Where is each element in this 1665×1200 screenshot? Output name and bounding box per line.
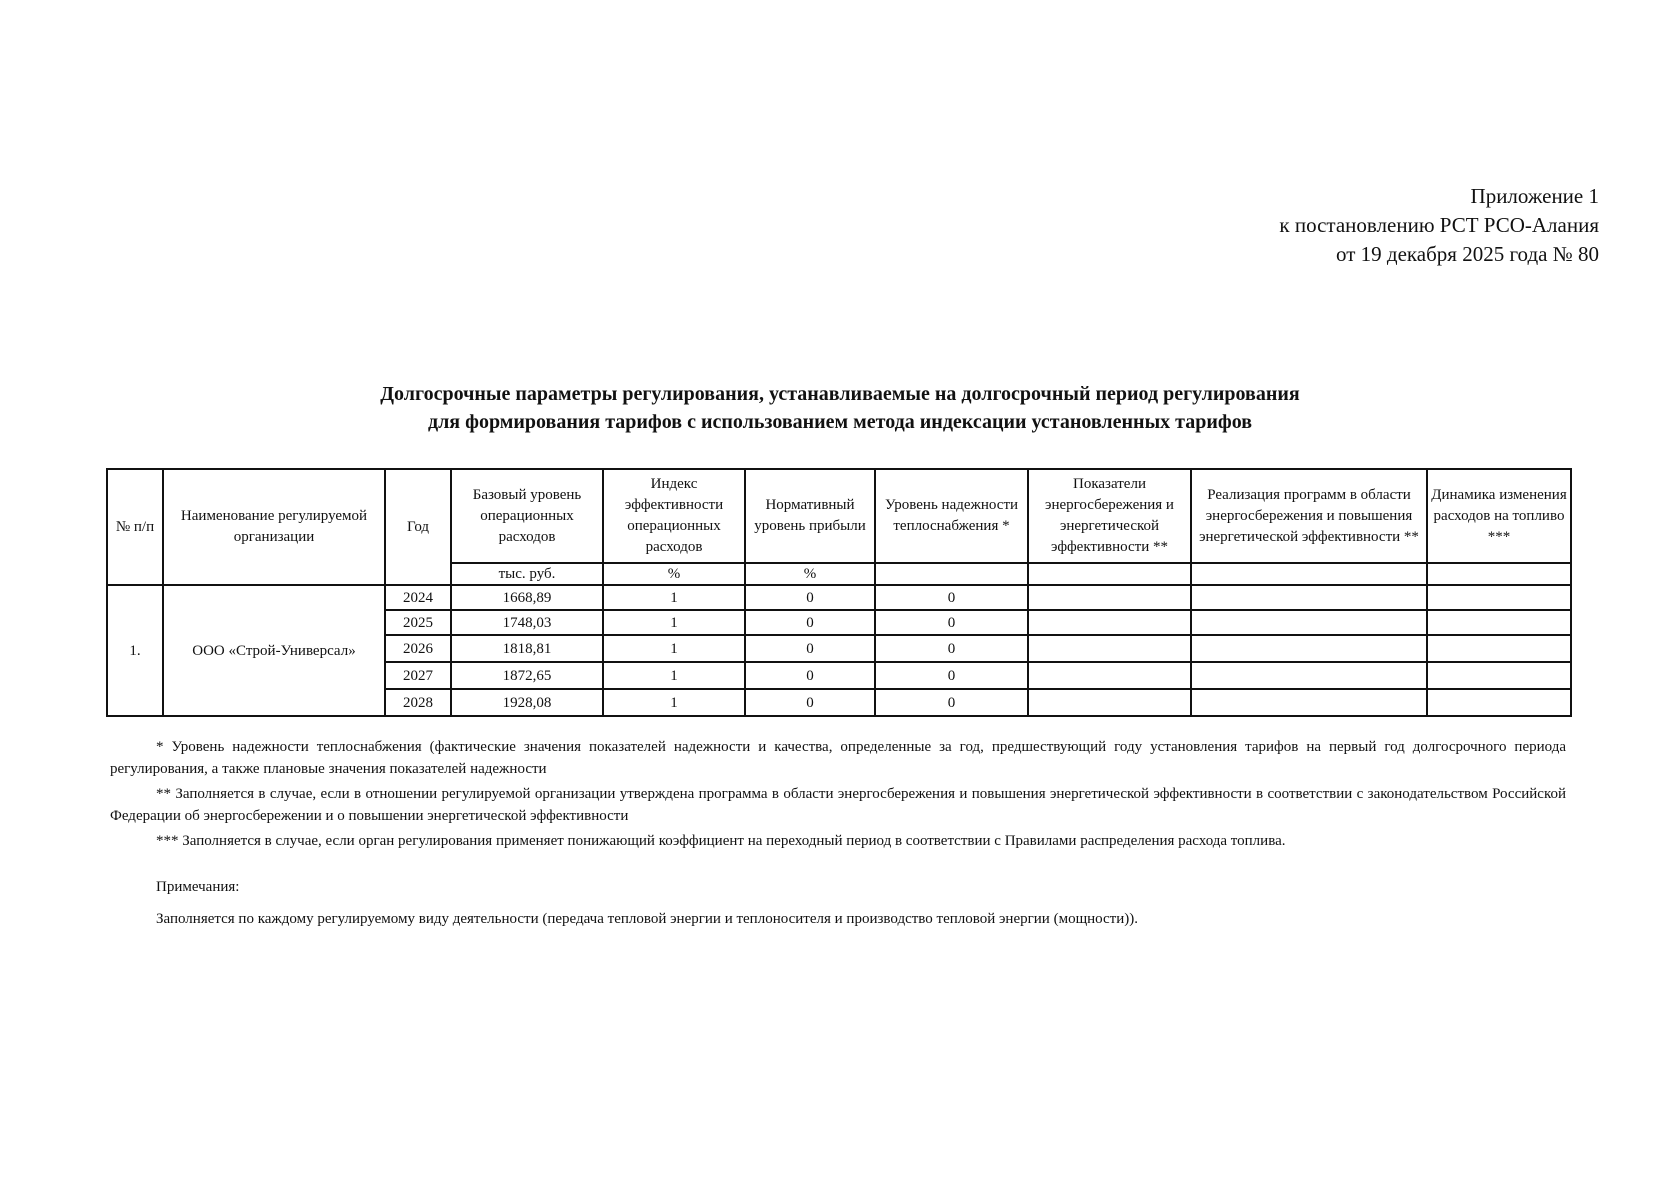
row-profit: 0 [745,585,875,610]
appendix-line-3: от 19 декабря 2025 года № 80 [1336,242,1599,266]
row-year: 2024 [385,585,451,610]
unit-profit: % [745,563,875,585]
row-year: 2028 [385,689,451,716]
row-year: 2025 [385,610,451,635]
row-energy [1028,689,1191,716]
parameters-table [106,468,1572,717]
row-index: 1 [603,689,745,716]
org-name: ООО «Строй-Универсал» [163,585,385,716]
row-reliability: 0 [875,635,1028,662]
row-fuel [1427,585,1571,610]
header-reliability: Уровень надежности теплоснабжения * [875,469,1028,563]
row-base: 1928,08 [451,689,603,716]
unit-programs [1191,563,1427,585]
title-line-1: Долгосрочные параметры регулирования, устанавливаемые на долгосрочный период регулирования [380,383,1300,405]
row-reliability: 0 [875,662,1028,689]
header-programs: Реализация программ в области энергосбережения и повышения энергетической эффективности ** [1191,469,1427,563]
row-energy [1028,662,1191,689]
unit-index: % [603,563,745,585]
row-programs [1191,585,1427,610]
row-programs [1191,635,1427,662]
header-index: Индекс эффективности операционных расходов [603,469,745,563]
remarks-heading: Примечания: [156,879,240,895]
appendix-line-2: к постановлению РСТ РСО-Алания [1279,213,1599,237]
header-num: № п/п [107,469,163,585]
row-profit: 0 [745,610,875,635]
row-reliability: 0 [875,585,1028,610]
row-profit: 0 [745,635,875,662]
document-title [110,380,1570,436]
appendix-header [1279,182,1599,269]
row-energy [1028,635,1191,662]
row-profit: 0 [745,689,875,716]
appendix-line-1: Приложение 1 [1470,184,1599,208]
row-year: 2027 [385,662,451,689]
row-base: 1872,65 [451,662,603,689]
row-energy [1028,585,1191,610]
row-programs [1191,662,1427,689]
row-year: 2026 [385,635,451,662]
unit-reliability [875,563,1028,585]
footnote-3: *** Заполняется в случае, если орган регулирования применяет понижающий коэффициент на переходный период в соответствии с Правилами распределения расхода топлива. [156,833,1286,849]
header-year: Год [385,469,451,585]
row-base: 1818,81 [451,635,603,662]
remarks-section [156,876,1138,940]
unit-energy [1028,563,1191,585]
header-profit: Нормативный уровень прибыли [745,469,875,563]
row-index: 1 [603,635,745,662]
row-index: 1 [603,585,745,610]
header-fuel: Динамика изменения расходов на топливо *** [1427,469,1571,563]
footnotes [110,736,1566,855]
row-index: 1 [603,662,745,689]
table-row [107,585,1571,610]
row-programs [1191,689,1427,716]
footnote-1: * Уровень надежности теплоснабжения (фактические значения показателей надежности и качества, определенные за год, предшествующий году установления тарифов на первый год долгосрочного периода регулирования, а также плановые значения показателей надежности [110,739,1566,777]
row-energy [1028,610,1191,635]
org-number: 1. [107,585,163,716]
row-reliability: 0 [875,610,1028,635]
unit-fuel [1427,563,1571,585]
remarks-text: Заполняется по каждому регулируемому виду деятельности (передача тепловой энергии и теплоносителя и производство тепловой энергии (мощности)). [156,911,1138,927]
row-reliability: 0 [875,689,1028,716]
row-programs [1191,610,1427,635]
row-fuel [1427,610,1571,635]
row-index: 1 [603,610,745,635]
header-base: Базовый уровень операционных расходов [451,469,603,563]
header-row [107,469,1571,563]
footnote-2: ** Заполняется в случае, если в отношении регулируемой организации утверждена программа в области энергосбережения и повышения энергетической эффективности в соответствии с законодательством Российской Федерации об энергосбережении и о повышении энергетической эффективности [110,786,1566,824]
row-base: 1748,03 [451,610,603,635]
title-line-2: для формирования тарифов с использованием метода индексации установленных тарифов [427,411,1253,433]
row-fuel [1427,689,1571,716]
unit-base: тыс. руб. [451,563,603,585]
header-org: Наименование регулируемой организации [163,469,385,585]
header-energy: Показатели энергосбережения и энергетической эффективности ** [1028,469,1191,563]
row-profit: 0 [745,662,875,689]
row-fuel [1427,635,1571,662]
row-base: 1668,89 [451,585,603,610]
row-fuel [1427,662,1571,689]
